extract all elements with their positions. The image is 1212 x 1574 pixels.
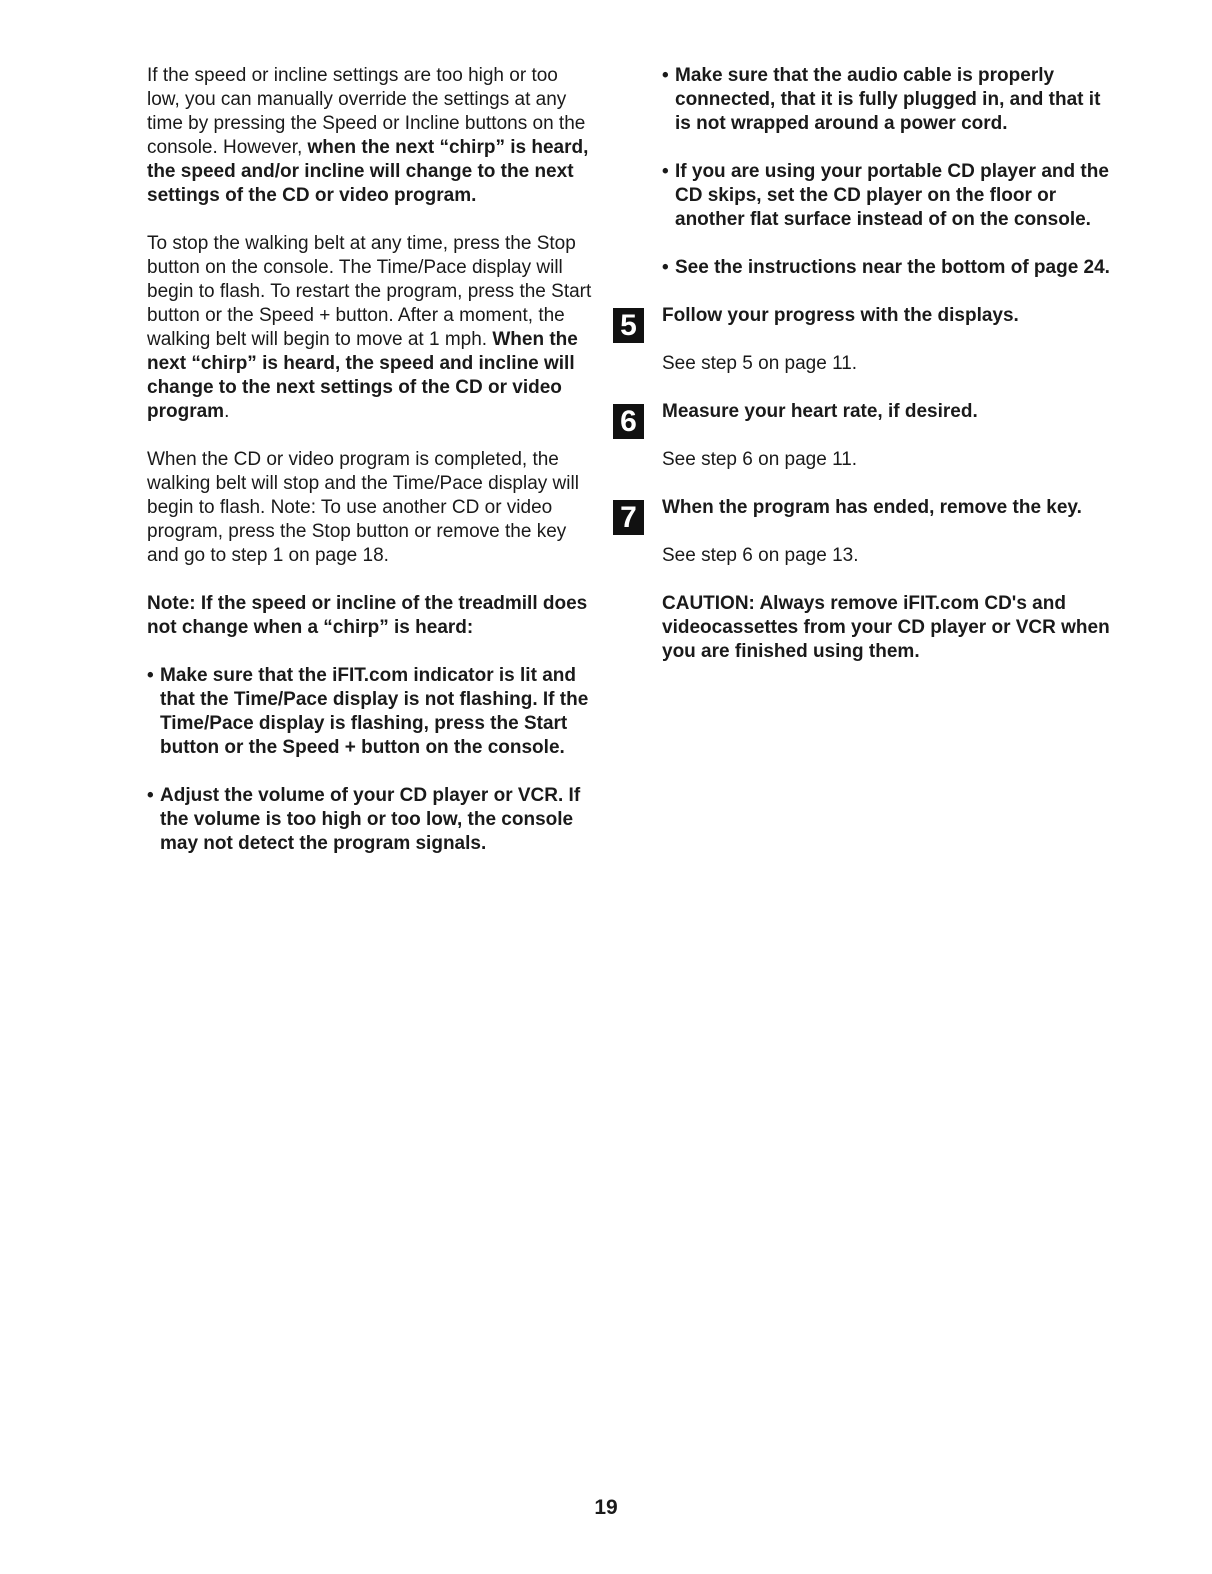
- bullet-item: • See the instructions near the bottom of page 24.: [662, 257, 1110, 278]
- bullet-item: • If you are using your portable CD player and the CD skips, set the CD player on the floor or another flat surface instead of on the console.: [662, 161, 1109, 230]
- step-number-badge: 6: [613, 404, 644, 439]
- step-body: See step 5 on page 11.: [662, 353, 858, 374]
- step-title: Measure your heart rate, if desired.: [662, 401, 978, 422]
- bullet-icon: •: [662, 257, 669, 278]
- bullet-item: • Adjust the volume of your CD player or VCR. If the volume is too high or too low, the console may not detect the program signals.: [147, 785, 581, 854]
- step-body: See step 6 on page 11.: [662, 449, 858, 470]
- bullet-icon: •: [147, 785, 154, 806]
- paragraph-stop-restart: To stop the walking belt at any time, press the Stop button on the console. The Time/Pace display will begin to flash. To restart the program, press the Start button or the Speed + button. After a moment, the walking belt will begin to move at 1 mph. When the next “chirp” is heard, the speed and incline will change to the next settings of the CD or video program.: [147, 233, 592, 422]
- step-7: [612, 496, 1112, 568]
- caution-note: CAUTION: Always remove iFIT.com CD's and videocassettes from your CD player or VCR when you are finished using them.: [662, 593, 1110, 662]
- bullet-item: • Make sure that the iFIT.com indicator is lit and that the Time/Pace display is not flashing. If the Time/Pace display is flashing, press the Start button or the Speed + button on the console.: [147, 665, 589, 758]
- bullet-icon: •: [662, 161, 669, 182]
- bullet-icon: •: [147, 665, 154, 686]
- page-number: 19: [594, 1496, 618, 1519]
- paragraph-override: If the speed or incline settings are too high or too low, you can manually override the settings at any time by pressing the Speed or Incline buttons on the console. However, when the next “chirp” is heard, the speed and/or incline will change to the next settings of the CD or video program.: [147, 65, 589, 206]
- step-title: When the program has ended, remove the key.: [662, 497, 1082, 518]
- note-heading: Note: If the speed or incline of the treadmill does not change when a “chirp” is heard:: [147, 593, 588, 638]
- bullet-icon: •: [662, 65, 669, 86]
- step-number-badge: 5: [613, 308, 644, 343]
- left-column: [147, 64, 595, 880]
- right-column: [612, 64, 1112, 664]
- step-5: [612, 304, 1112, 376]
- step-title: Follow your progress with the displays.: [662, 305, 1019, 326]
- step-6: [612, 400, 1112, 472]
- step-number-badge: 7: [613, 500, 644, 535]
- paragraph-program-complete: When the CD or video program is completed, the walking belt will stop and the Time/Pace display will begin to flash. Note: To use another CD or video program, press the Stop button or remove the key and go to step 1 on page 18.: [147, 449, 579, 566]
- bullet-item: • Make sure that the audio cable is properly connected, that it is fully plugged in, and that it is not wrapped around a power cord.: [662, 65, 1101, 134]
- step-body: See step 6 on page 13.: [662, 545, 859, 566]
